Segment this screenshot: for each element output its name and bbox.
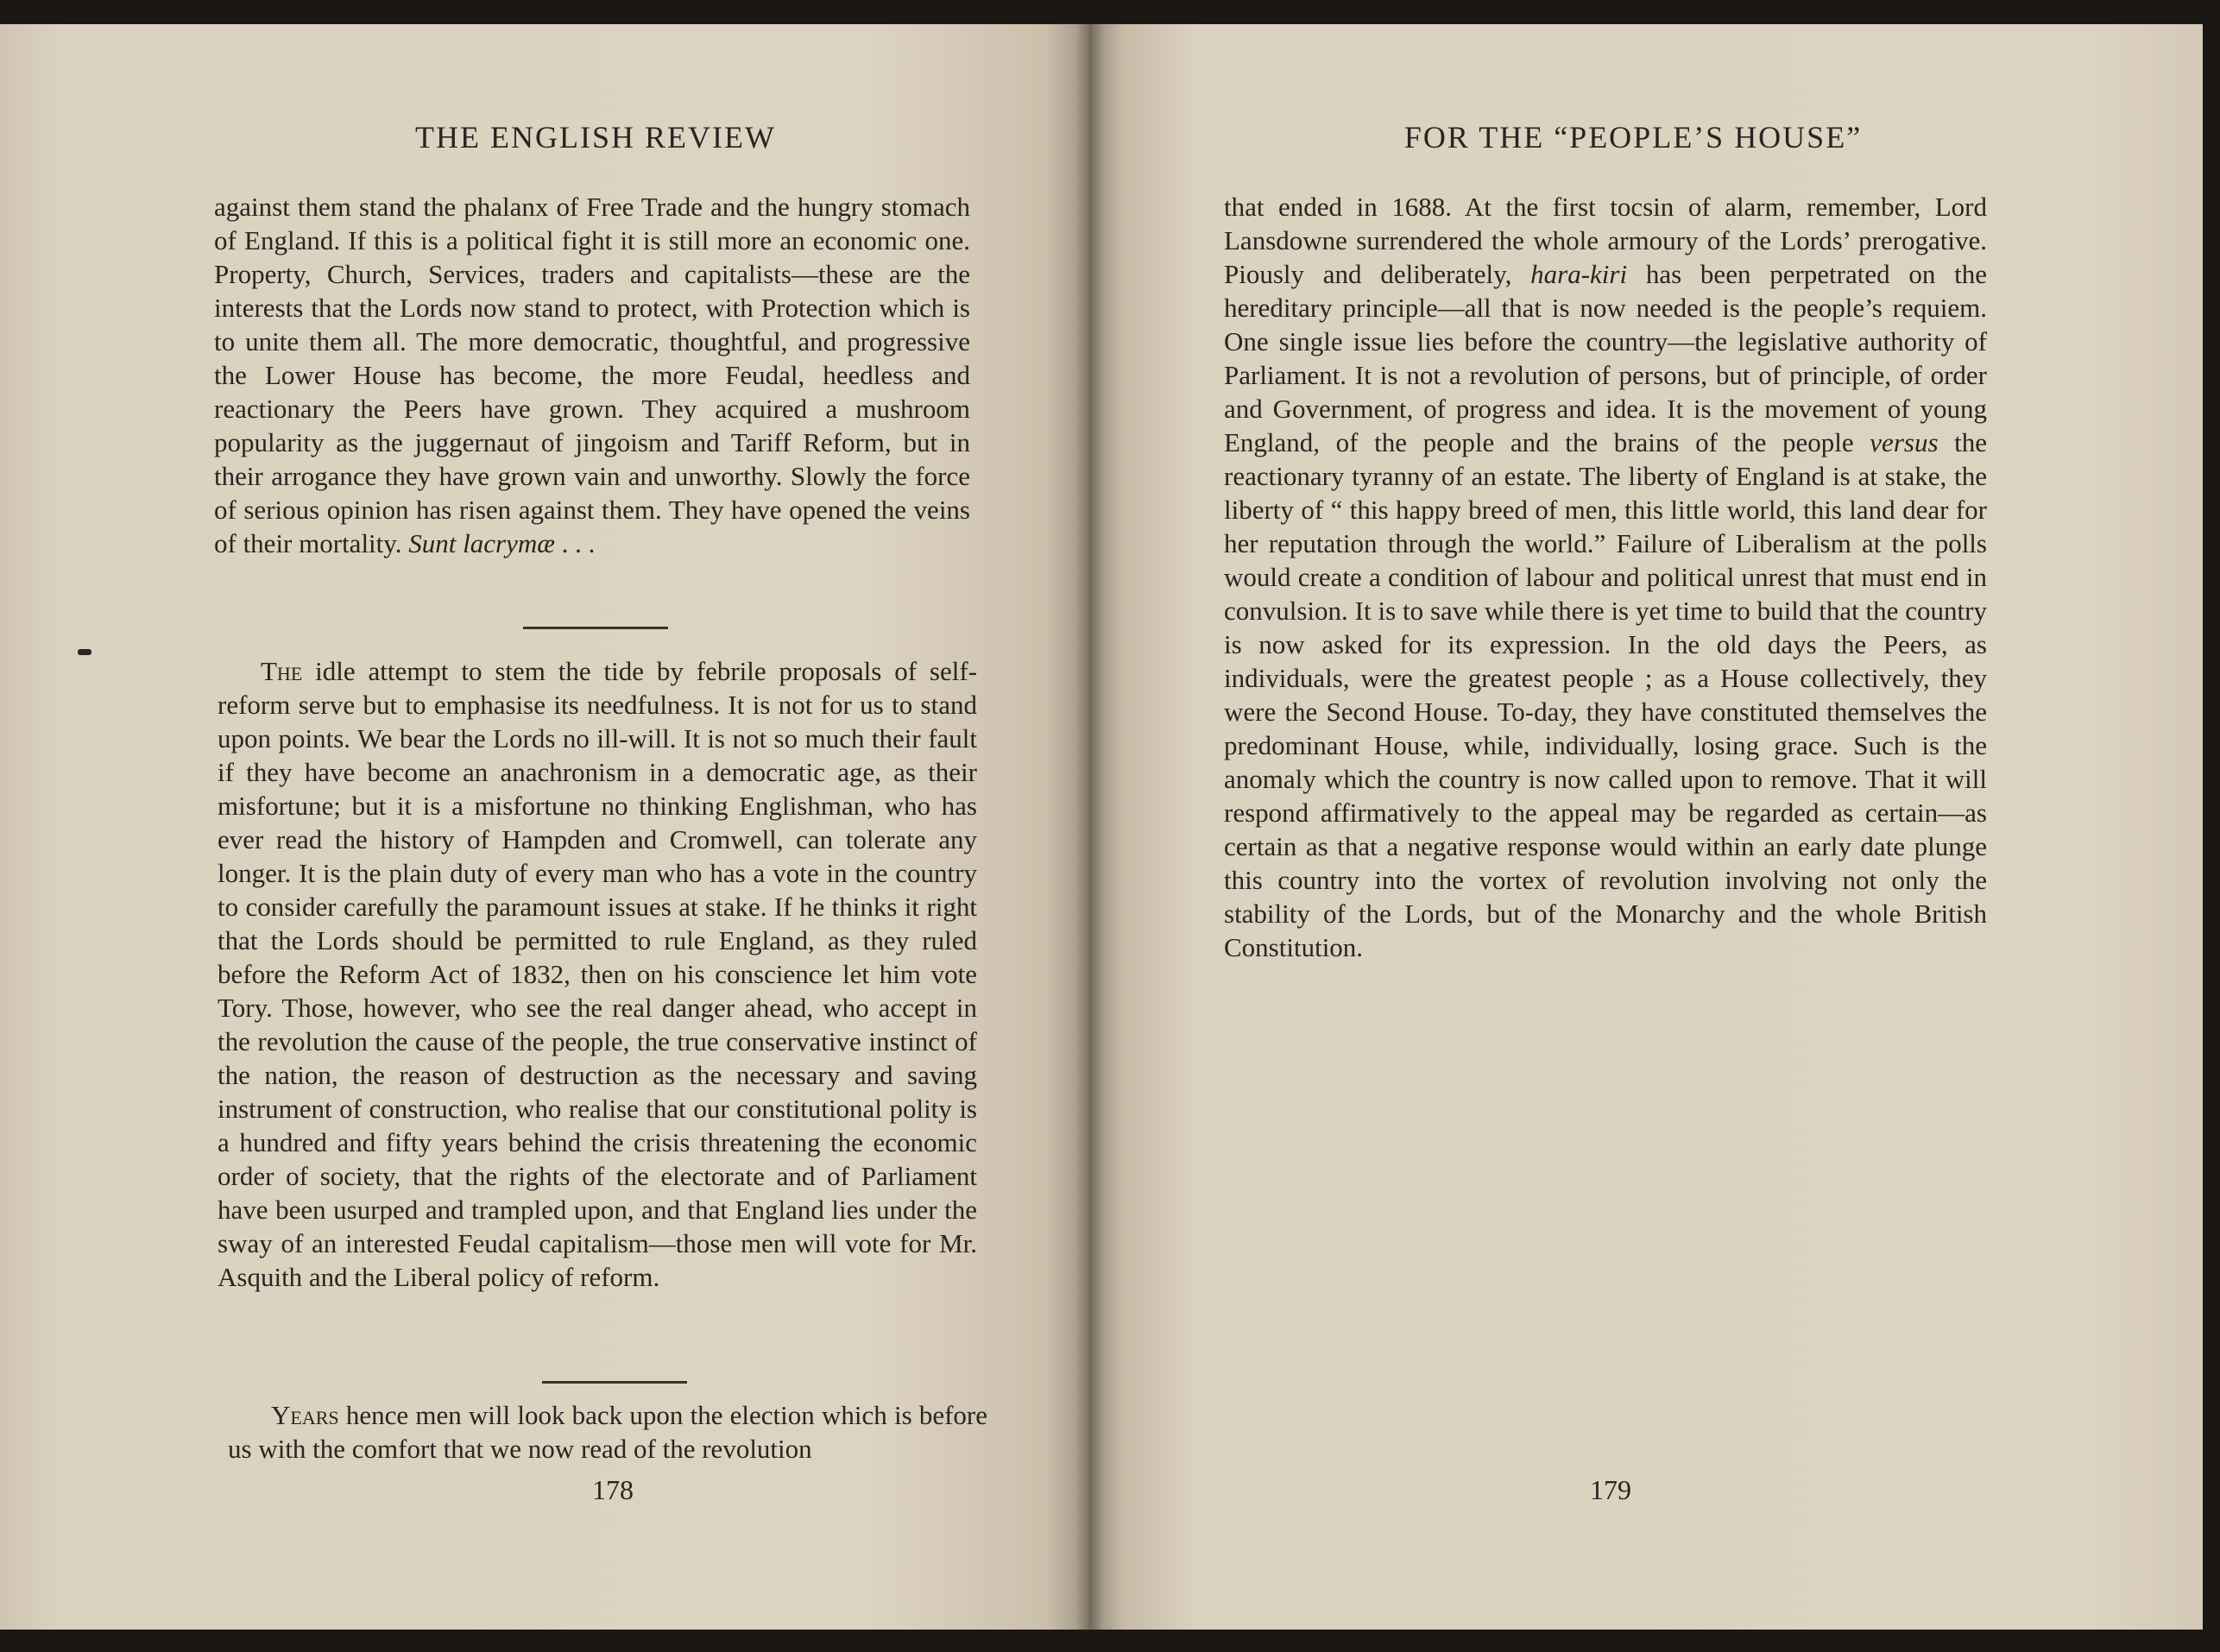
left-paragraph-2-text: idle attempt to stem the tide by febrile proposals of self-reform serve but to emphasise its needfulness. It is not for us to stand upon points. We bear the Lords no ill-will. It is not so much their fault if they have become an anachronism in a democratic age, as their misfortune; but it is a misfortune no thinking Englishman, who has ever read the history of Hampden and Cromwell, can tolerate any longer. It is the plain duty of every man who has a vote in the country to consider carefully the paramount issues at stake. If he thinks it right that the Lords should be permitted to rule England, as they ruled before the Reform Act of 1832, then on his conscience let him vote Tory. Those, however, who see the real danger ahead, who accept in the revolution the cause of the people, the true conservative instinct of the nation, the reason of destruction as the necessary and saving instrument of construction, who realise that our constitutional polity is a hundred and fifty years behind the crisis threatening the economic order of society, that the rights of the electorate and of Parliament have been usurped and trampled upon, and that England lies under the sway of an interested Feudal capitalism—those men will vote for Mr. Asquith and the Liberal policy of reform. [218,656,978,1292]
left-paragraph-2-lead: The [261,656,303,686]
running-head-right: FOR THE “PEOPLE’S HOUSE” [1403,120,1863,154]
right-paragraph-1-text-b: has been perpetrated on the hereditary principle—all that is now needed is the people’s requiem. One single issue lies before the country—the legislative authority of Parliament. It is not a revolution of persons, but of principle, of order and Government, of progress and idea. It is the movement of young England, of the people and the brains of the people [1224,259,1988,457]
left-paragraph-2 [218,654,977,1294]
right-paragraph-1-text-c: the reactionary tyranny of an estate. The liberty of England is at stake, the liberty of “ this happy breed of men, this little world, this land dear for her reputation through the world.” Failure of Liberalism at the polls would create a condition of labour and political unrest that must end in convulsion. It is to save while there is yet time to build that the country is now asked for its expression. In the old days the Peers, as individuals, were the greatest people ; as a House collectively, they were the Second House. To-day, they have constituted themselves the predominant House, while, individually, losing grace. Such is the anomaly which the country is now called upon to remove. That it will respond affirmatively to the appeal may be regarded as certain—as certain as that a negative response would within an early date plunge this country into the vortex of revolution involving not only the stability of the Lords, but of the Monarchy and the whole British Constitution. [1224,427,1988,962]
left-paragraph-1 [214,190,970,560]
section-divider-1 [523,627,668,629]
right-paragraph-1 [1224,190,1987,964]
left-paragraph-1-ellipsis: . . . [561,528,596,558]
left-paragraph-3 [228,1398,987,1466]
right-page [1089,24,2203,1630]
left-paragraph-1-italic: Sunt lacrymæ [408,528,555,558]
right-paragraph-1-italic-2: versus [1870,427,1939,457]
left-page [0,24,1089,1630]
left-paragraph-3-lead: Years [271,1400,339,1430]
page-number-right: 179 [1590,1474,1631,1505]
page-number-left: 178 [592,1474,634,1505]
right-paragraph-1-italic-1: hara-kiri [1530,259,1628,289]
section-divider-2 [542,1381,687,1384]
left-paragraph-3-text: hence men will look back upon the election which is before us with the comfort that we now read of the revolution [228,1400,987,1464]
left-paragraph-1-text: against them stand the phalanx of Free Trade and the hungry stomach of England. If this is a political fight it is still more an economic one. Property, Church, Services, traders and capitalists—these are the interests that the Lords now stand to protect, with Protection which is to unite them all. The more democratic, thoughtful, and progressive the Lower House has become, the more Feudal, heedless and reactionary the Peers have grown. They acquired a mushroom popularity as the juggernaut of jingoism and Tariff Reform, but in their arrogance they have grown vain and unworthy. Slowly the force of serious opinion has risen against them. They have opened the veins of their mortality. [214,192,970,558]
right-paragraph-1-text-a: that ended in 1688. At the first tocsin of alarm, remember, Lord Lansdowne surrendered the whole armoury of the Lords’ prerogative. Piously and deliberately, [1224,192,1987,289]
running-head-left: THE ENGLISH REVIEW [415,120,776,154]
book-gutter [1075,24,1103,1630]
paper-speck [78,649,91,655]
